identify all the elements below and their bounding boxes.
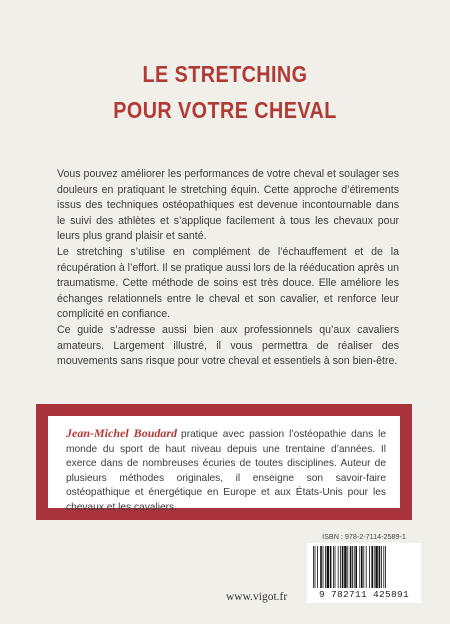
barcode-bar — [366, 546, 367, 588]
barcode-bar — [333, 546, 334, 588]
description-paragraph-1: Vous pouvez améliorer les performances de votre cheval et soulager ses douleurs en pratiquant le stretching équin. Cette approche d’étirements issus des techniques ostéopathiques est devenue incontournable dans le suivi des athlètes et s’applique facilement à tous les chevaux pour leurs plus grand plaisir et santé. — [57, 168, 399, 243]
barcode-digits: 9 782711 425891 — [318, 589, 409, 600]
author-name: Jean-Michel Boudard — [66, 426, 178, 440]
barcode-bar — [381, 546, 382, 588]
publisher-website: www.vigot.fr — [226, 591, 288, 603]
barcode-bars-icon — [311, 546, 417, 588]
book-title — [32, 56, 419, 128]
barcode-bar — [350, 546, 352, 588]
barcode-bar — [320, 546, 322, 588]
barcode-bar — [379, 546, 381, 588]
barcode-bar — [330, 546, 332, 588]
barcode-bar — [344, 546, 346, 588]
barcode-bar — [361, 546, 363, 588]
barcode-bar — [315, 546, 316, 588]
barcode-bar — [342, 546, 344, 588]
description-paragraph-3: Ce guide s’adresse aussi bien aux professionnels qu’aux cavaliers amateurs. Largement illustré, il vous permettra de réaliser des mouvements sans risque pour votre cheval et essentiels à son bien-être. — [57, 323, 399, 368]
author-bio-panel — [48, 416, 400, 513]
barcode-bar — [385, 546, 386, 588]
barcode-bar — [374, 546, 375, 588]
author-bio-frame — [36, 404, 412, 520]
barcode-bar — [335, 546, 336, 588]
barcode-bar — [375, 546, 377, 588]
barcode-bar — [338, 546, 339, 588]
barcode-bar — [323, 546, 324, 588]
description-paragraph-2: Le stretching s’utilise en complément de l’échauffement et de la récupération à l’effort. Il se pratique aussi lors de la rééducation après un traumatisme. Cette méthode de soins est très douce. Elle améliore les échanges relationnels entre le cheval et son cavalier, et renforce leur complicité en confiance. — [57, 245, 399, 321]
barcode-bar — [317, 546, 318, 588]
barcode-bar — [355, 546, 357, 588]
barcode-bar — [383, 546, 384, 588]
barcode-bar — [313, 546, 314, 588]
title-line-2: POUR VOTRE CHEVAL — [113, 97, 337, 123]
author-bio-text: pratique avec passion l’ostéopathie dans le monde du sport de haut niveau depuis une trentaine d’années. Il exerce dans de nombreuses écuries de toutes disciplines. Auteur de plusieurs méthodes originales, il enseigne son savoir-faire ostéopathique et énergétique en Europe et aux États-Unis pour les chevaux et les cavaliers. — [66, 429, 387, 513]
isbn-label: ISBN : 978-2-7114-2589-1 — [322, 532, 406, 541]
barcode-bar — [347, 546, 348, 588]
book-description — [57, 167, 399, 370]
barcode — [307, 543, 421, 603]
barcode-bar — [363, 546, 364, 588]
barcode-bar — [325, 546, 326, 588]
barcode-bar — [327, 546, 329, 588]
barcode-bar — [354, 546, 355, 588]
barcode-bar — [352, 546, 353, 588]
barcode-bar — [340, 546, 341, 588]
title-line-1: LE STRETCHING — [142, 61, 308, 87]
barcode-bar — [371, 546, 373, 588]
barcode-bar — [359, 546, 360, 588]
barcode-bar — [369, 546, 370, 588]
